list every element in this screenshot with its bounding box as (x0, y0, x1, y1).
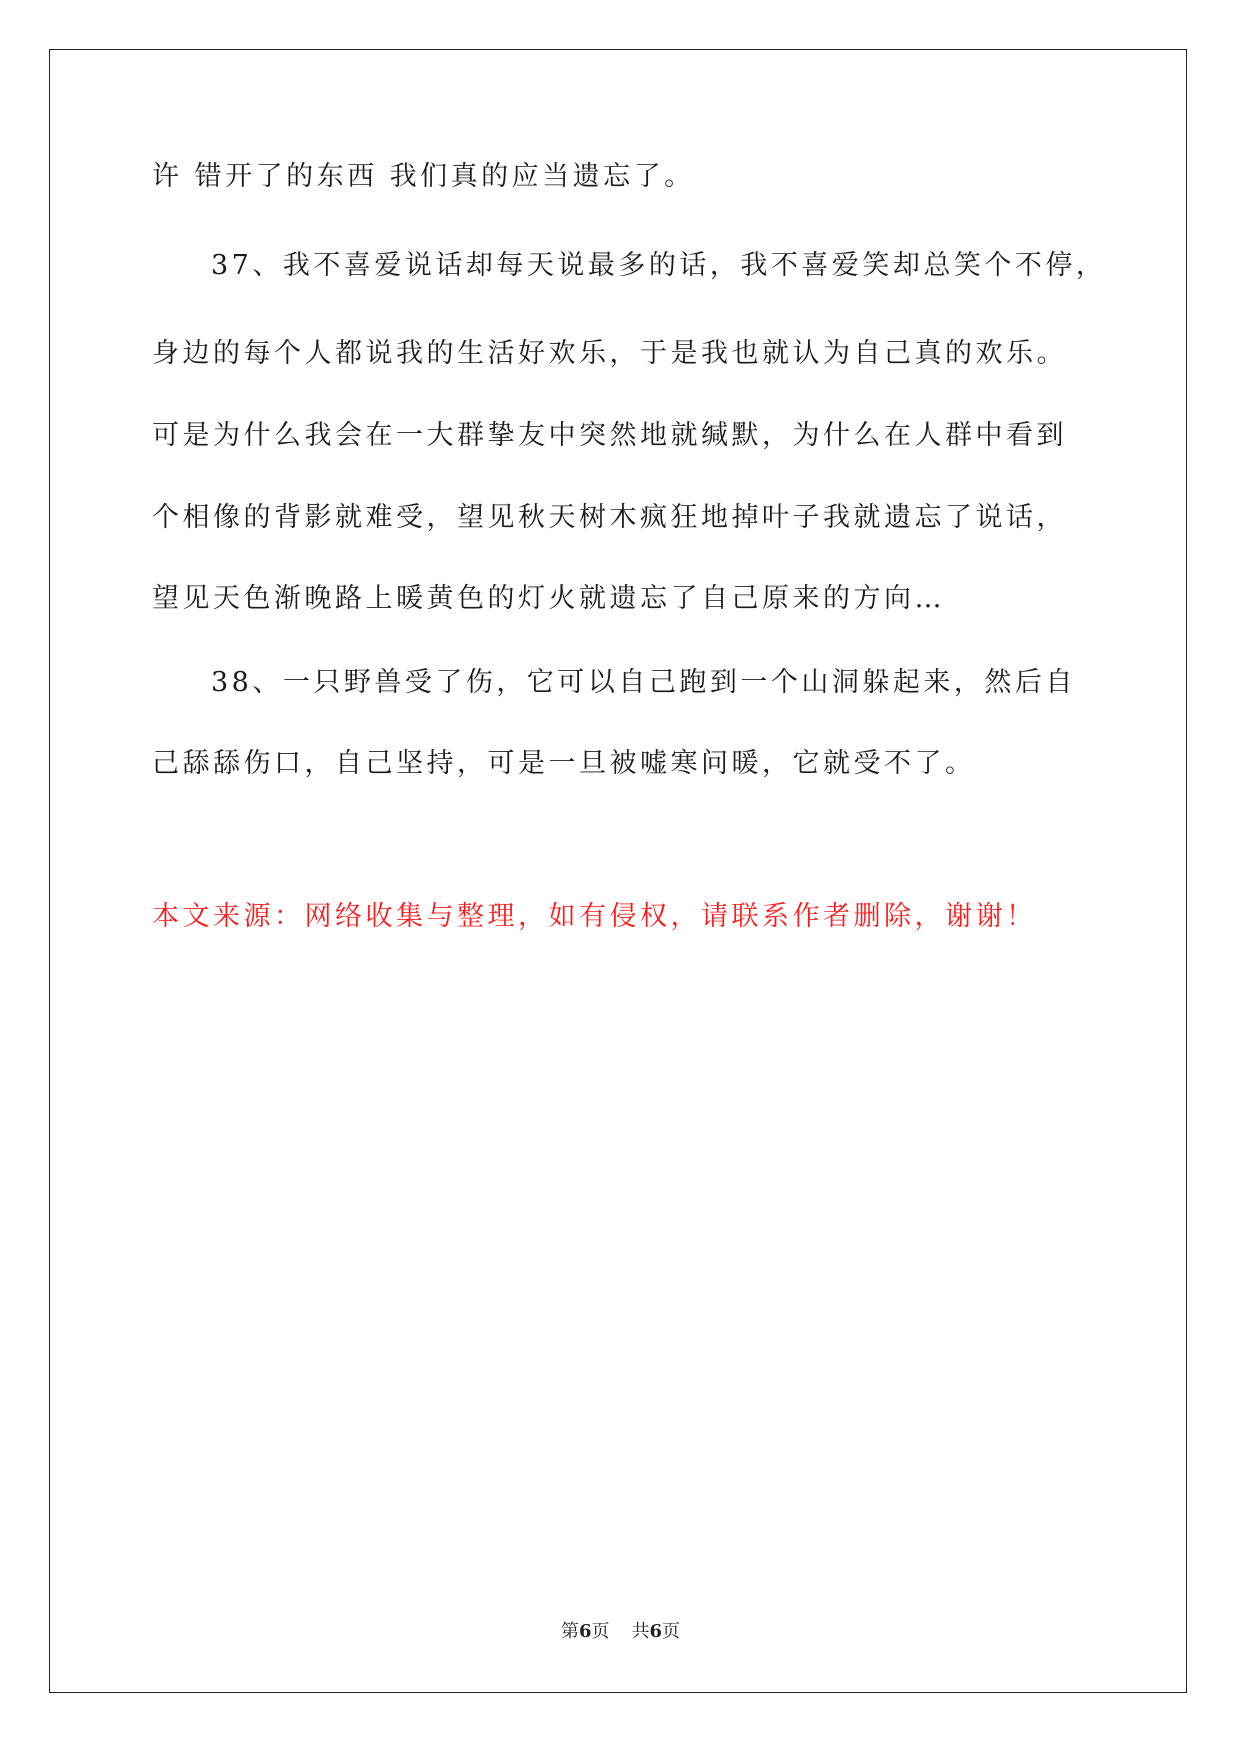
text-line-1: 许 错开了的东西 我们真的应当遗忘了。 (152, 161, 695, 192)
footer-total-prefix: 共 (631, 1621, 650, 1642)
footer-page-suffix: 页 (591, 1621, 610, 1642)
footer-prefix: 第 (560, 1621, 579, 1642)
paragraph-37-line-3: 可是为什么我会在一大群挚友中突然地就缄默，为什么在人群中看到 (152, 420, 1067, 451)
page-border (49, 49, 1187, 1693)
paragraph-37-line-4: 个相像的背影就难受，望见秋天树木疯狂地掉叶子我就遗忘了说话， (152, 502, 1067, 533)
footer-total-number: 6 (649, 1621, 663, 1642)
footer-total-suffix: 页 (662, 1621, 681, 1642)
paragraph-38-line-1: 38、一只野兽受了伤，它可以自己跑到一个山洞躲起来，然后自 (211, 667, 1076, 698)
footer-page-number: 6 (578, 1621, 592, 1642)
paragraph-37-line-5: 望见天色渐晚路上暖黄色的灯火就遗忘了自己原来的方向… (152, 583, 945, 614)
source-note: 本文来源：网络收集与整理，如有侵权，请联系作者删除，谢谢！ (152, 901, 1037, 932)
paragraph-37-line-2: 身边的每个人都说我的生活好欢乐，于是我也就认为自己真的欢乐。 (152, 338, 1067, 369)
paragraph-38-line-2: 己舔舔伤口，自己坚持，可是一旦被嘘寒问暖，它就受不了。 (152, 748, 976, 779)
paragraph-37-line-1: 37、我不喜爱说话却每天说最多的话，我不喜爱笑却总笑个不停， (211, 250, 1107, 281)
page-footer (0, 1617, 1241, 1643)
